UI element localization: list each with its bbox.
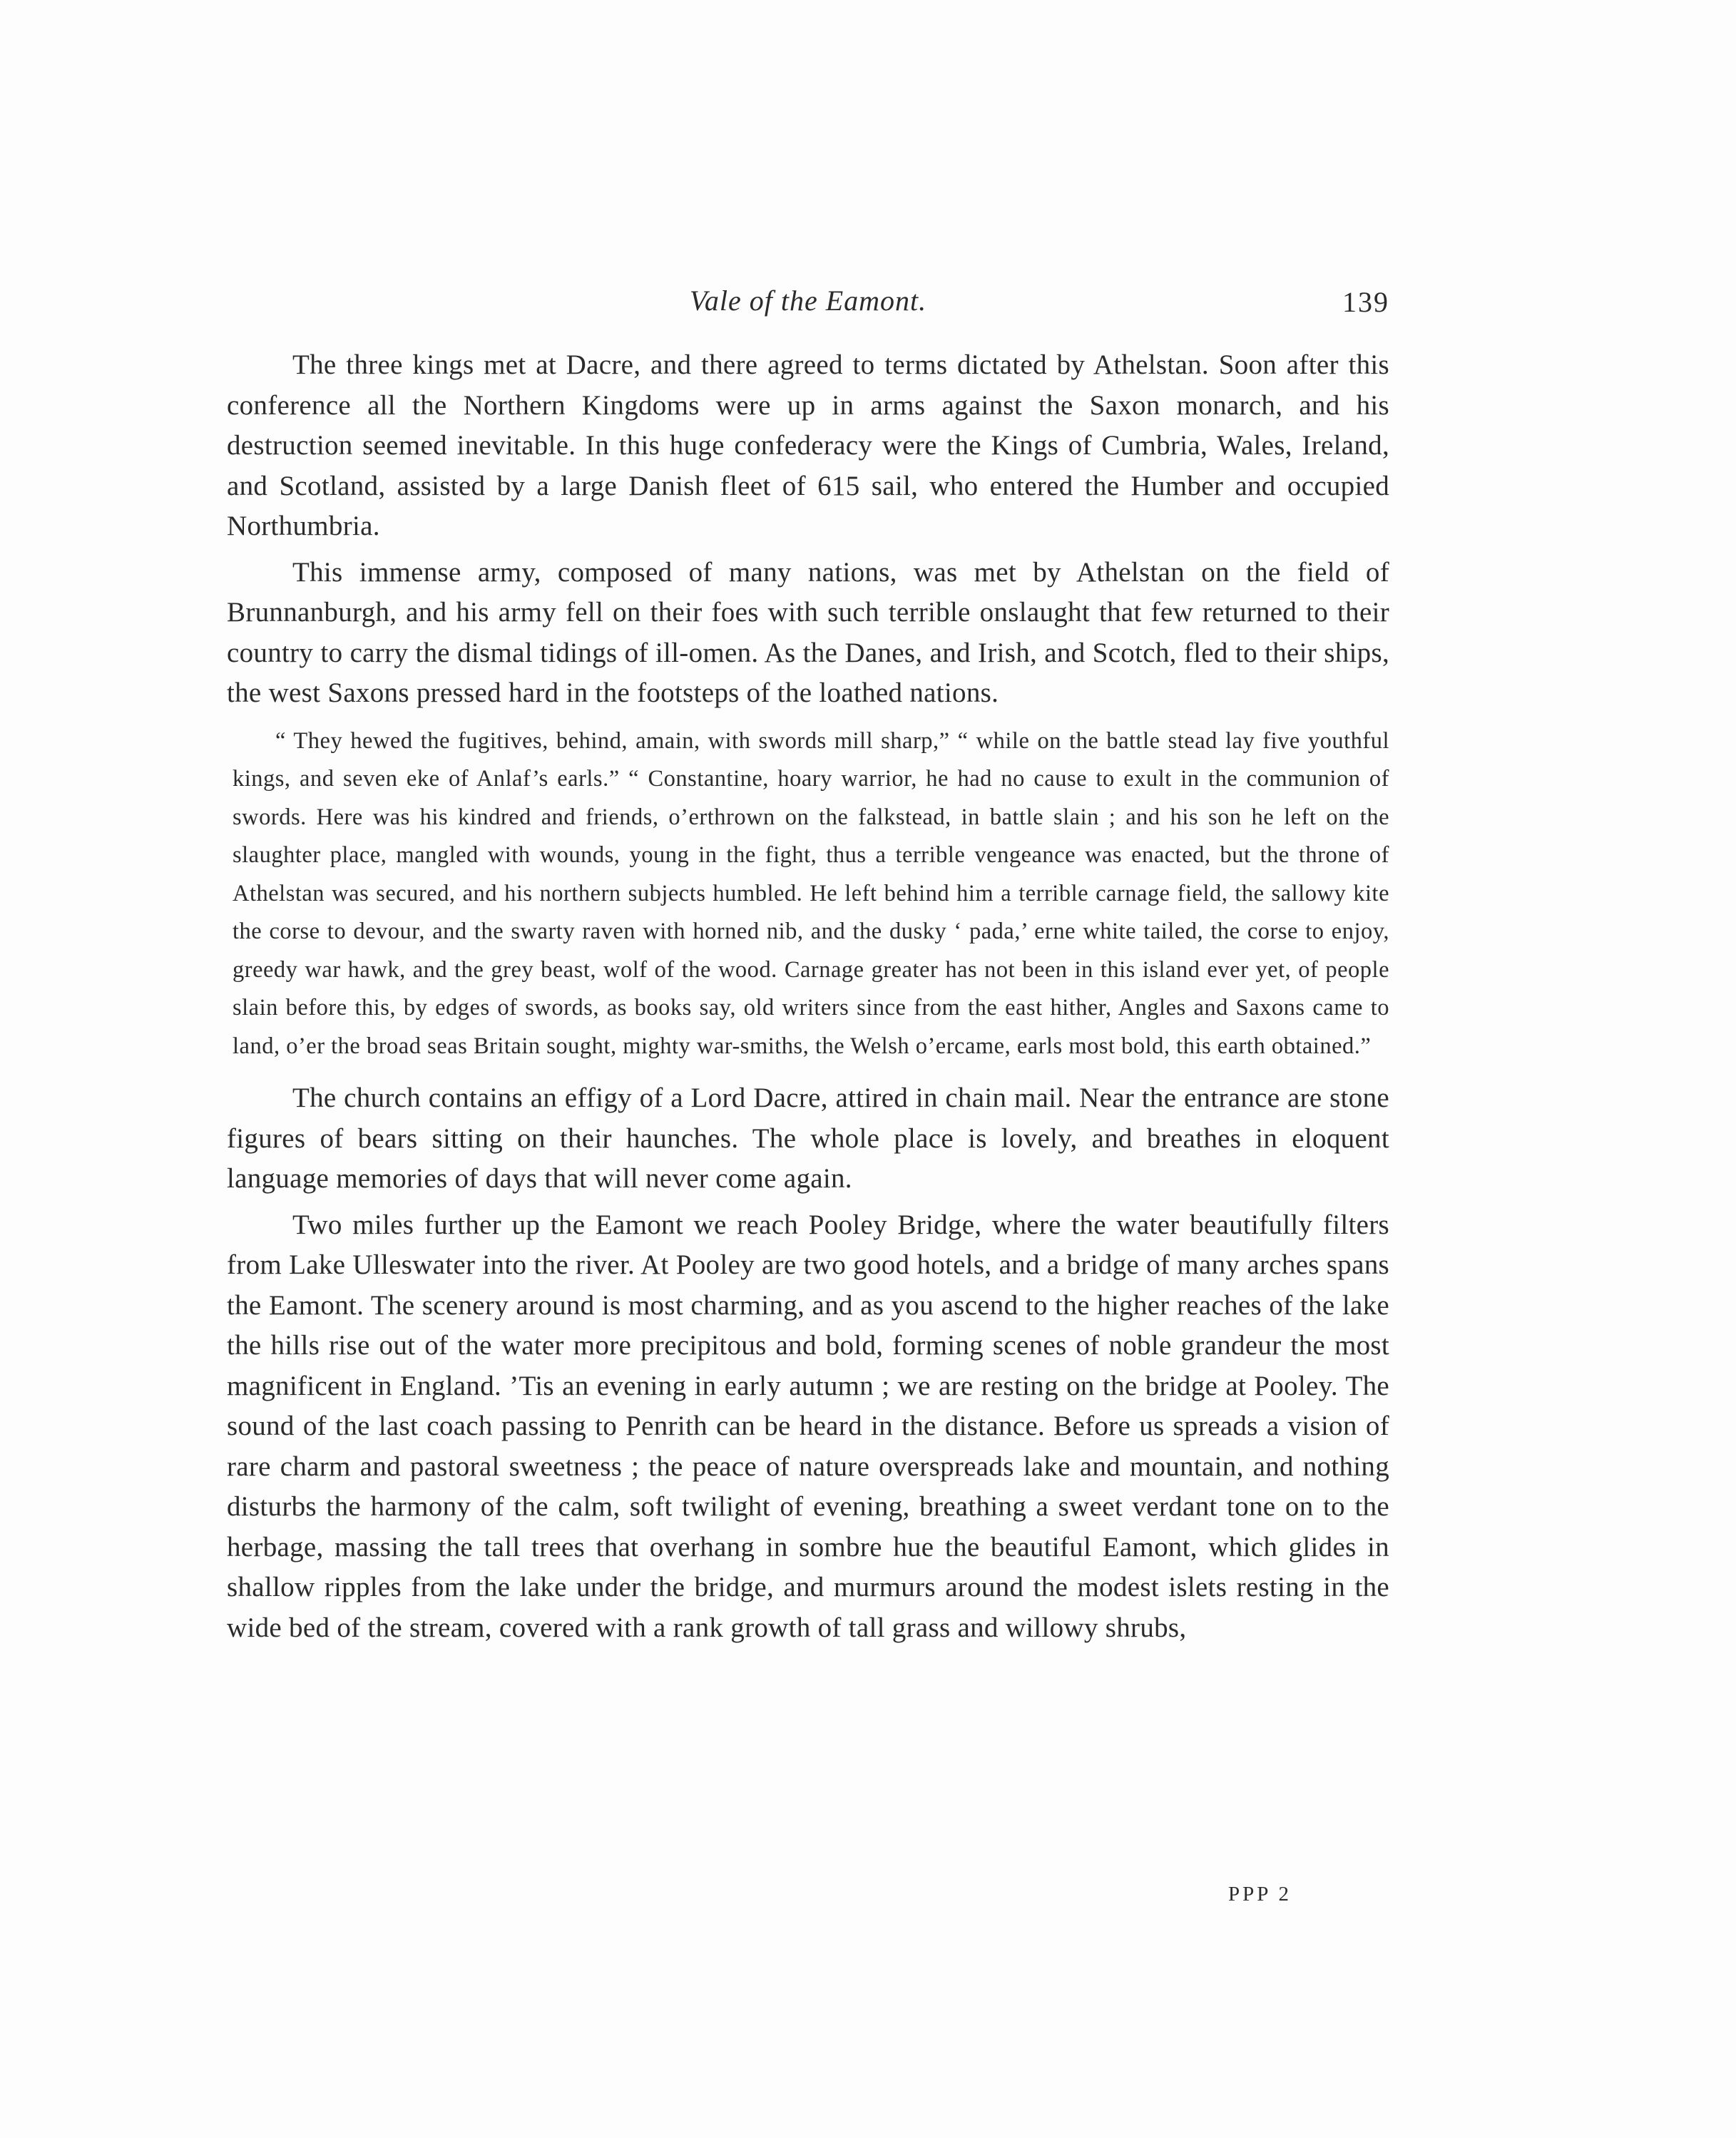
- page-number: 139: [1342, 286, 1389, 318]
- page-header: [227, 284, 1389, 327]
- body-text: [227, 345, 1389, 1648]
- paragraph: This immense army, composed of many nations, was met by Athelstan on the field of Brunnanburgh, and his army fell on their foes with such terrible onslaught that few returned to their country to carry the dismal tidings of ill-omen. As the Danes, and Irish, and Scotch, fled to their ships, the west Saxons pressed hard in the footsteps of the loathed nations.: [227, 556, 1389, 708]
- block-quote: “ They hewed the fugitives, behind, amain, with swords mill sharp,” “ while on the battle stead lay five youthful kings, and seven eke of Anlaf’s earls.” “ Constantine, hoary warrior, he had no cause to exult in the communion of swords. Here was his kindred and friends, o’erthrown on the falkstead, in battle slain ; and his son he left on the slaughter place, mangled with wounds, young in the fight, thus a terrible vengeance was enacted, but the throne of Athelstan was secured, and his northern subjects humbled. He left behind him a terrible carnage field, the sallowy kite the corse to devour, and the swarty raven with horned nib, and the dusky ‘ pada,’ erne white tailed, the corse to enjoy, greedy war hawk, and the grey beast, wolf of the wood. Carnage greater has not been in this island ever yet, of people slain before this, by edges of swords, as books say, old writers since from the east hither, Angles and Saxons came to land, o’er the broad seas Britain sought, mighty war-smiths, the Welsh o’ercame, earls most bold, this earth obtained.”: [233, 727, 1389, 1059]
- paragraph: The three kings met at Dacre, and there agreed to terms dictated by Athelstan. Soon after this conference all the Northern Kingdoms were up in arms against the Saxon monarch, and his destruction seemed inevitable. In this huge confederacy were the Kings of Cumbria, Wales, Ireland, and Scotland, assisted by a large Danish fleet of 615 sail, who entered the Humber and occupied Northumbria.: [227, 349, 1389, 541]
- paragraph: Two miles further up the Eamont we reach Pooley Bridge, where the water beautifully filters from Lake Ulleswater into the river. At Pooley are two good hotels, and a bridge of many arches spans the Eamont. The scenery around is most charming, and as you ascend to the higher reaches of the lake the hills rise out of the water more precipitous and bold, forming scenes of noble grandeur the most magnificent in England. ’Tis an evening in early autumn ; we are resting on the bridge at Pooley. The sound of the last coach passing to Penrith can be heard in the distance. Before us spreads a vision of rare charm and pastoral sweetness ; the peace of nature overspreads lake and mountain, and nothing disturbs the harmony of the calm, soft twilight of evening, breathing a sweet verdant tone on to the herbage, massing the tall trees that overhang in sombre hue the beautiful Eamont, which glides in shallow ripples from the lake under the bridge, and murmurs around the modest islets resting in the wide bed of the stream, covered with a rank growth of tall grass and willowy shrubs,: [227, 1209, 1389, 1643]
- signature-mark: PPP 2: [1228, 1883, 1292, 1906]
- running-title: Vale of the Eamont.: [689, 285, 927, 317]
- paragraph: The church contains an effigy of a Lord Dacre, attired in chain mail. Near the entrance are stone figures of bears sitting on their haunches. The whole place is lovely, and breathes in eloquent language memories of days that will never come again.: [227, 1083, 1389, 1194]
